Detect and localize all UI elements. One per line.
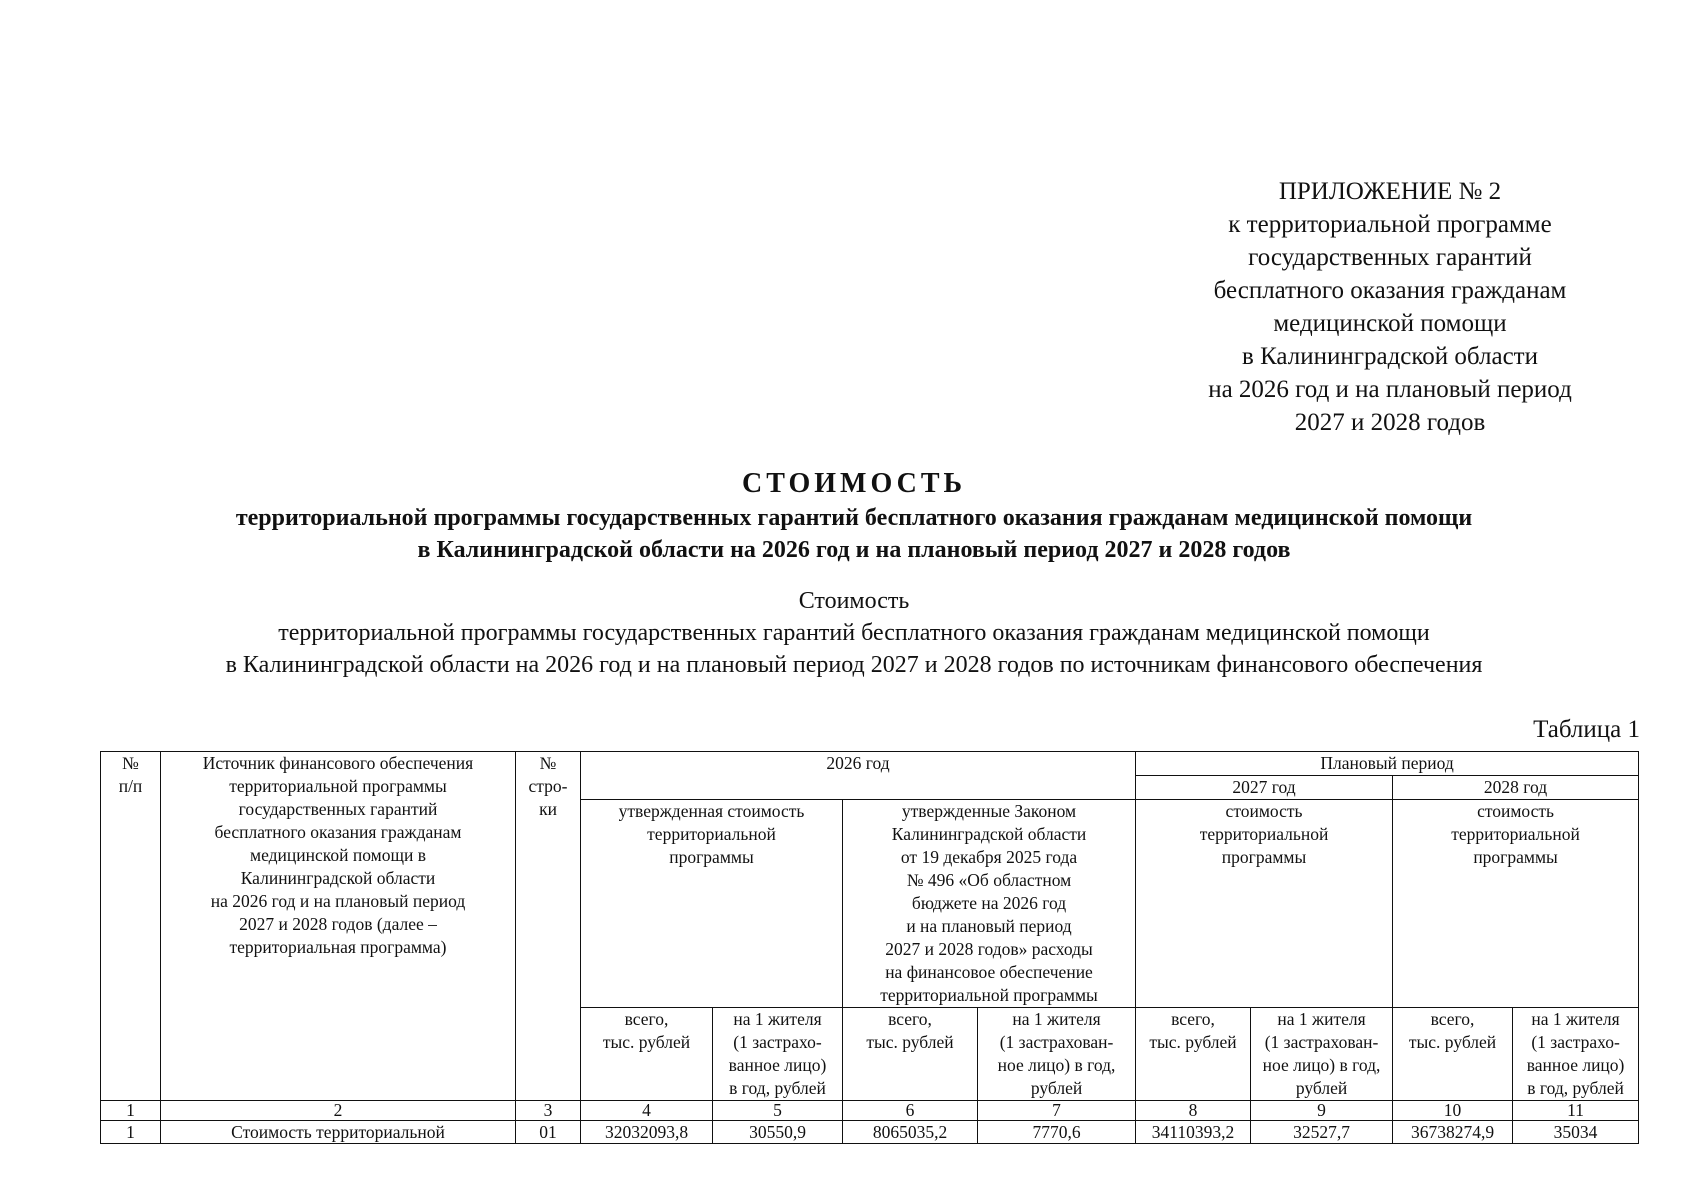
header-per-capita-2028: на 1 жителя (1 застрахо- ванное лицо) в год, рублей: [1513, 1008, 1639, 1101]
row-code: 01: [516, 1121, 581, 1144]
caption-line: территориальной программы государственных гарантий бесплатного оказания гражданам медицинской помощи: [278, 620, 1430, 646]
title-subtitle-line: территориальной программы государственных гарантий бесплатного оказания гражданам медицинской помощи: [235, 505, 1473, 531]
appendix-line: 2027 и 2028 годов: [1294, 409, 1486, 436]
column-number: 6: [843, 1101, 978, 1121]
column-number: 2: [161, 1101, 516, 1121]
header-year-2027: 2027 год: [1136, 776, 1393, 800]
appendix-header: [1140, 175, 1640, 439]
header-per-capita-2027: на 1 жителя (1 застрахован- ное лицо) в год, рублей: [1251, 1008, 1393, 1101]
table-label: Таблица 1: [1533, 716, 1640, 743]
header-row: [101, 752, 1639, 776]
appendix-line: ПРИЛОЖЕНИЕ № 2: [1278, 178, 1502, 205]
header-year-2028: 2028 год: [1393, 776, 1639, 800]
cell-per-capita-2026-approved: 30550,9: [713, 1121, 843, 1144]
column-number-row: [101, 1101, 1639, 1121]
table-row: [101, 1121, 1639, 1144]
appendix-line: в Калининградской области: [1242, 343, 1538, 370]
header-total-2027: всего, тыс. рублей: [1136, 1008, 1251, 1101]
cell-per-capita-2028: 35034: [1513, 1121, 1639, 1144]
header-approved-cost: утвержденная стоимость территориальной программы: [581, 800, 843, 1008]
column-number: 10: [1393, 1101, 1513, 1121]
cost-table: [100, 751, 1639, 1144]
cell-total-2026-law: 8065035,2: [843, 1121, 978, 1144]
header-total-2026-law: всего, тыс. рублей: [843, 1008, 978, 1101]
appendix-line: медицинской помощи: [1273, 310, 1507, 337]
column-number: 8: [1136, 1101, 1251, 1121]
appendix-line: на 2026 год и на плановый период: [1208, 376, 1572, 403]
cell-per-capita-2026-law: 7770,6: [978, 1121, 1136, 1144]
caption-line: Стоимость: [798, 588, 910, 614]
cell-total-2026-approved: 32032093,8: [581, 1121, 713, 1144]
header-cost-2027: стоимость территориальной программы: [1136, 800, 1393, 1008]
header-per-capita-2026-approved: на 1 жителя (1 застрахо- ванное лицо) в год, рублей: [713, 1008, 843, 1101]
header-cost-2028: стоимость территориальной программы: [1393, 800, 1639, 1008]
header-planned-period: Плановый период: [1136, 752, 1639, 776]
header-total-2026-approved: всего, тыс. рублей: [581, 1008, 713, 1101]
title-subtitle-line: в Калининградской области на 2026 год и на плановый период 2027 и 2028 годов: [417, 537, 1291, 563]
cell-total-2027: 34110393,2: [1136, 1121, 1251, 1144]
column-number: 3: [516, 1101, 581, 1121]
column-number: 9: [1251, 1101, 1393, 1121]
cell-per-capita-2027: 32527,7: [1251, 1121, 1393, 1144]
column-number: 11: [1513, 1101, 1639, 1121]
column-number: 4: [581, 1101, 713, 1121]
column-number: 1: [101, 1101, 161, 1121]
title-main: СТОИМОСТЬ: [741, 468, 967, 499]
column-number: 5: [713, 1101, 843, 1121]
header-col-num: № п/п: [101, 752, 161, 1101]
column-number: 7: [978, 1101, 1136, 1121]
header-approved-law: утвержденные Законом Калининградской области от 19 декабря 2025 года № 496 «Об областном бюджете на 2026 год и на плановый период 2027 и 2028 годов» расходы на финансовое обеспечение территориальной программы: [843, 800, 1136, 1008]
document-title: [0, 466, 1708, 566]
header-total-2028: всего, тыс. рублей: [1393, 1008, 1513, 1101]
header-col-row-code: № стро- ки: [516, 752, 581, 1101]
appendix-line: к территориальной программе: [1228, 211, 1552, 238]
header-per-capita-2026-law: на 1 жителя (1 застрахован- ное лицо) в год, рублей: [978, 1008, 1136, 1101]
row-number: 1: [101, 1121, 161, 1144]
appendix-line: государственных гарантий: [1248, 244, 1532, 271]
header-col-source: Источник финансового обеспечения территориальной программы государственных гарантий бесплатного оказания гражданам медицинской помощи в Калининградской области на 2026 год и на плановый период 2027 и 2028 годов (далее – территориальная программа): [161, 752, 516, 1101]
table-caption: [0, 585, 1708, 681]
row-source: Стоимость территориальной: [161, 1121, 516, 1144]
cell-total-2028: 36738274,9: [1393, 1121, 1513, 1144]
appendix-line: бесплатного оказания гражданам: [1213, 277, 1567, 304]
caption-line: в Калининградской области на 2026 год и на плановый период 2027 и 2028 годов по источникам финансового обеспечения: [225, 652, 1483, 678]
header-year-2026: 2026 год: [581, 752, 1136, 800]
